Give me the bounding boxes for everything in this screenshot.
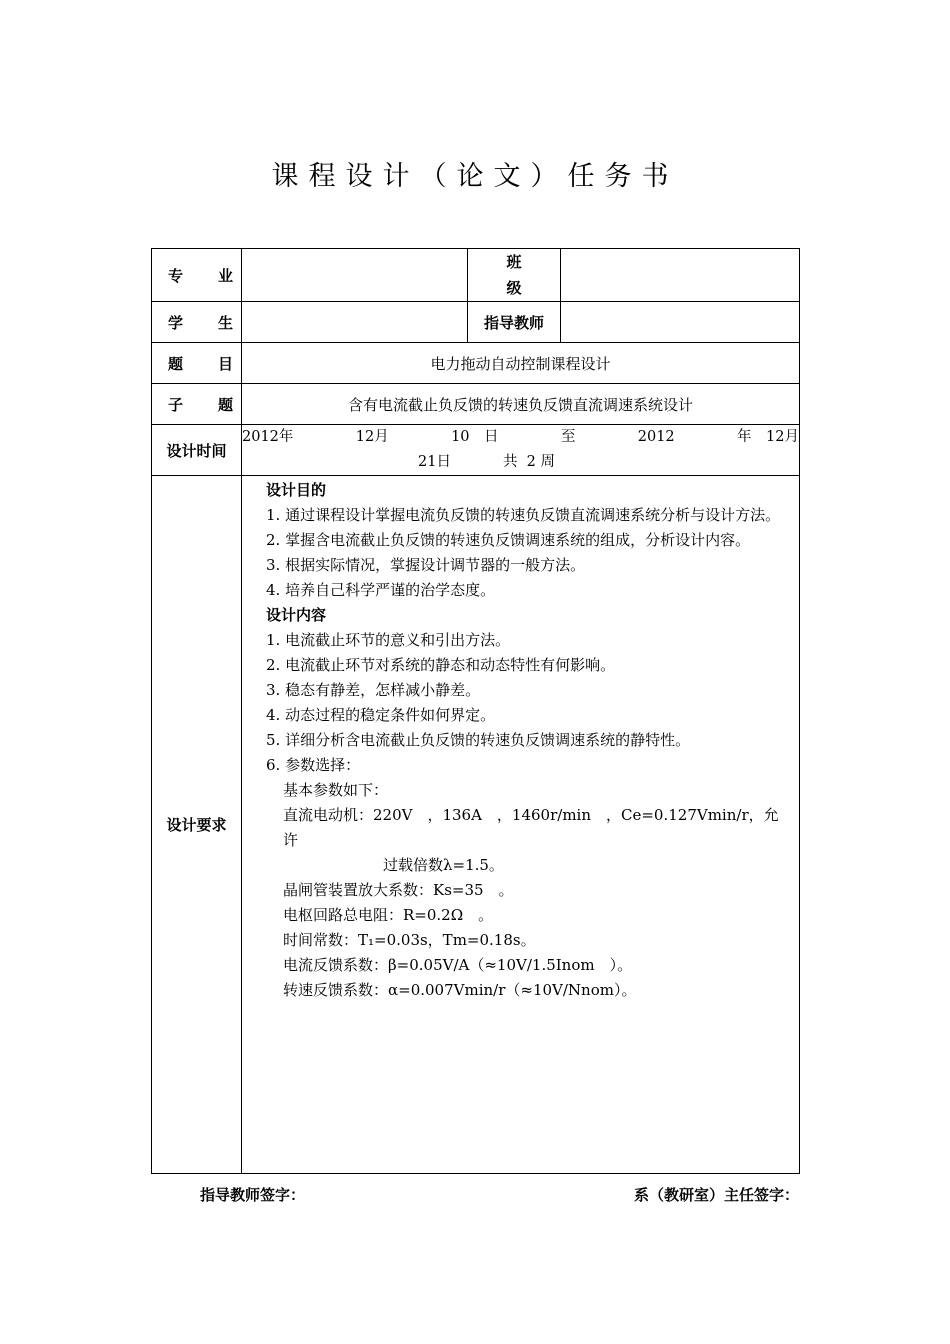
param-speed-feedback: 转速反馈系数：α=0.007Vmin/r（≈10V/Nnom）。 bbox=[283, 981, 637, 999]
advisor-label: 指导教师 bbox=[468, 302, 561, 343]
topic-label: 题 目 bbox=[152, 343, 242, 384]
student-value[interactable] bbox=[242, 302, 468, 343]
major-label: 专 业 bbox=[152, 249, 242, 302]
purpose-item: 3. 根据实际情况，掌握设计调节器的一般方法。 bbox=[266, 556, 586, 574]
advisor-value[interactable] bbox=[561, 302, 800, 343]
subtopic-value: 含有电流截止负反馈的转速负反馈直流调速系统设计 bbox=[242, 384, 800, 425]
page-title: 课程设计（论文）任务书 bbox=[271, 161, 679, 192]
row-subtopic bbox=[152, 384, 800, 425]
to-text: 至 bbox=[560, 429, 576, 445]
param-motor-overload: 过载倍数λ=1.5。 bbox=[383, 856, 504, 874]
purpose-item: 4. 培养自己科学严谨的治学态度。 bbox=[266, 581, 496, 599]
row-requirements bbox=[152, 476, 800, 1174]
purpose-item: 1. 通过课程设计掌握电流负反馈的转速负反馈直流调速系统分析与设计方法。 bbox=[266, 506, 781, 524]
total-label: 共 bbox=[502, 454, 518, 470]
start-day: 10 bbox=[451, 429, 470, 445]
row-topic bbox=[152, 343, 800, 384]
content-item: 6. 参数选择： bbox=[266, 756, 361, 774]
param-resistance: 电枢回路总电阻：R=0.2Ω 。 bbox=[283, 906, 494, 924]
total-weeks: 2 周 bbox=[526, 454, 556, 470]
content-heading: 设计内容 bbox=[266, 606, 327, 624]
start-month: 12月 bbox=[355, 429, 389, 445]
purpose-item: 2. 掌握含电流截止负反馈的转速负反馈调速系统的组成，分析设计内容。 bbox=[266, 531, 751, 549]
requirements-label: 设计要求 bbox=[152, 476, 242, 1174]
param-motor: 直流电动机：220V ，136A ，1460r/min ，Ce=0.127Vmin/r，允许 bbox=[283, 806, 779, 849]
content-item: 3. 稳态有静差，怎样减小静差。 bbox=[266, 681, 481, 699]
end-day: 21日 bbox=[418, 454, 451, 470]
class-label: 班 级 bbox=[468, 249, 561, 302]
content-item: 5. 详细分析含电流截止负反馈的转速负反馈调速系统的静特性。 bbox=[266, 731, 691, 749]
student-label: 学 生 bbox=[152, 302, 242, 343]
purpose-heading: 设计目的 bbox=[266, 481, 327, 499]
start-year: 2012年 bbox=[242, 429, 294, 445]
class-value[interactable] bbox=[561, 249, 800, 302]
row-student-advisor bbox=[152, 302, 800, 343]
param-time-constants: 时间常数：T₁=0.03s，Tm=0.18s。 bbox=[283, 931, 536, 949]
content-item: 4. 动态过程的稳定条件如何界定。 bbox=[266, 706, 496, 724]
row-design-time bbox=[152, 425, 800, 476]
params-intro: 基本参数如下： bbox=[283, 781, 389, 799]
topic-value: 电力拖动自动控制课程设计 bbox=[242, 343, 800, 384]
param-current-feedback: 电流反馈系数：β=0.05V/A（≈10V/1.5Inom ）。 bbox=[283, 956, 633, 974]
row-major-class bbox=[152, 249, 800, 302]
param-thyristor: 晶闸管装置放大系数：Ks=35 。 bbox=[283, 881, 514, 899]
requirements-content bbox=[242, 476, 800, 1174]
design-time-label: 设计时间 bbox=[152, 425, 242, 476]
end-year: 2012 bbox=[637, 429, 675, 445]
major-value[interactable] bbox=[242, 249, 468, 302]
design-time-value: 2012年 12月 10 日 至 2012 年 12月 21日 共 2 周 bbox=[242, 425, 800, 476]
end-month: 12月 bbox=[766, 429, 799, 445]
subtopic-label: 子 题 bbox=[152, 384, 242, 425]
advisor-signature-label: 指导教师签字： bbox=[200, 1186, 306, 1204]
content-item: 1. 电流截止环节的意义和引出方法。 bbox=[266, 631, 511, 649]
content-item: 2. 电流截止环节对系统的静态和动态特性有何影响。 bbox=[266, 656, 616, 674]
dept-signature-label: 系（教研室）主任签字： bbox=[634, 1186, 800, 1204]
task-table bbox=[151, 248, 800, 1174]
